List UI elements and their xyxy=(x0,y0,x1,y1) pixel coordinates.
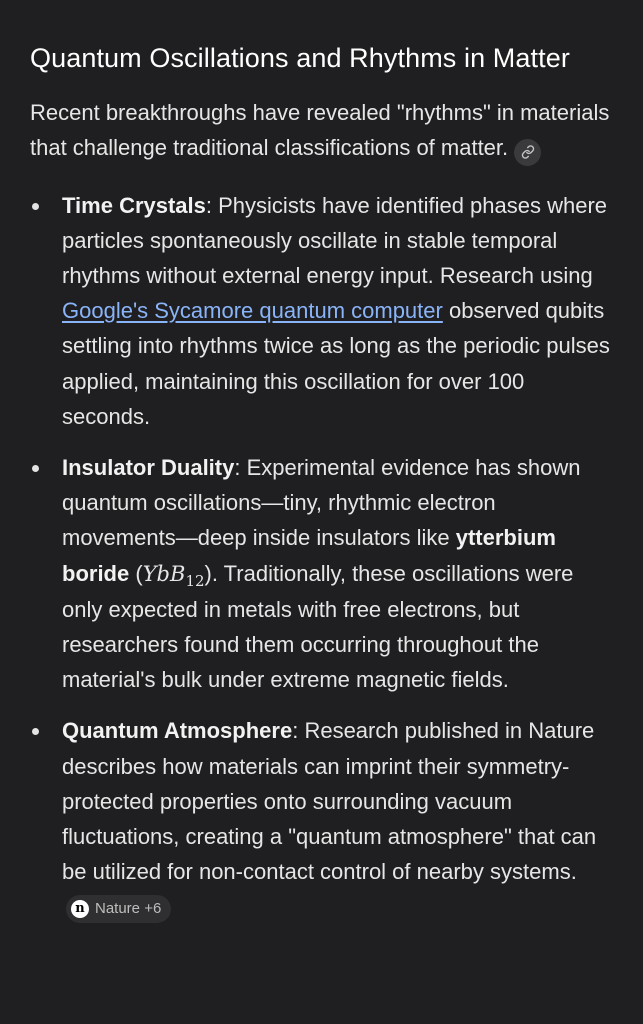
list-item-insulator-duality xyxy=(30,450,613,697)
term-quantum-atmosphere: Quantum Atmosphere xyxy=(62,718,293,744)
sycamore-link[interactable]: Google's Sycamore quantum computer xyxy=(62,298,443,324)
source-label: Nature +6 xyxy=(95,900,162,918)
bullet-list xyxy=(30,188,613,925)
formula xyxy=(142,561,205,590)
source-chip-button[interactable] xyxy=(66,895,171,923)
intro-text: Recent breakthroughs have revealed "rhythms" in materials that challenge traditional classifications of matter. xyxy=(30,100,610,160)
section-heading: Quantum Oscillations and Rhythms in Matter xyxy=(30,43,570,73)
intro-paragraph xyxy=(30,95,613,166)
bullet-text: : Experimental evidence has shown quantum oscillations—tiny, rhythmic electron movements—deep inside insulators like xyxy=(62,454,581,551)
bullet-text: observed qubits settling into rhythms twice as long as the periodic pulses applied, maintaining this oscillation for over 100 seconds. xyxy=(62,298,610,429)
formula-subscript: 12 xyxy=(185,571,205,590)
list-item-quantum-atmosphere xyxy=(30,713,613,924)
term-time-crystals: Time Crystals xyxy=(62,192,206,218)
list-item-time-crystals xyxy=(30,188,613,434)
term-insulator-duality: Insulator Duality xyxy=(62,454,235,480)
link-icon xyxy=(521,145,535,159)
bullet-text: : Research published in Nature describes how materials can imprint their symmetry-protected properties onto surrounding vacuum fluctuations, creating a "quantum atmosphere" that can be utilized for non-contact control of nearby systems. xyxy=(62,718,597,885)
formula-main: YbB xyxy=(142,561,186,586)
citation-link-button[interactable] xyxy=(514,139,541,166)
paren-open: ( xyxy=(129,560,143,586)
bullet-text: . Traditionally, these oscillations were only expected in metals with free electrons, but researchers found them occurring throughout the material's bulk under extreme magnetic fields. xyxy=(62,560,574,693)
paren-close: ) xyxy=(204,560,212,586)
bullet-text: : Physicists have identified phases where particles spontaneously oscillate in stable temporal rhythms without external energy input. Research using xyxy=(62,192,608,288)
nature-logo-icon: n xyxy=(71,900,89,918)
ytterbium-boride: ytterbium boride xyxy=(62,525,556,586)
